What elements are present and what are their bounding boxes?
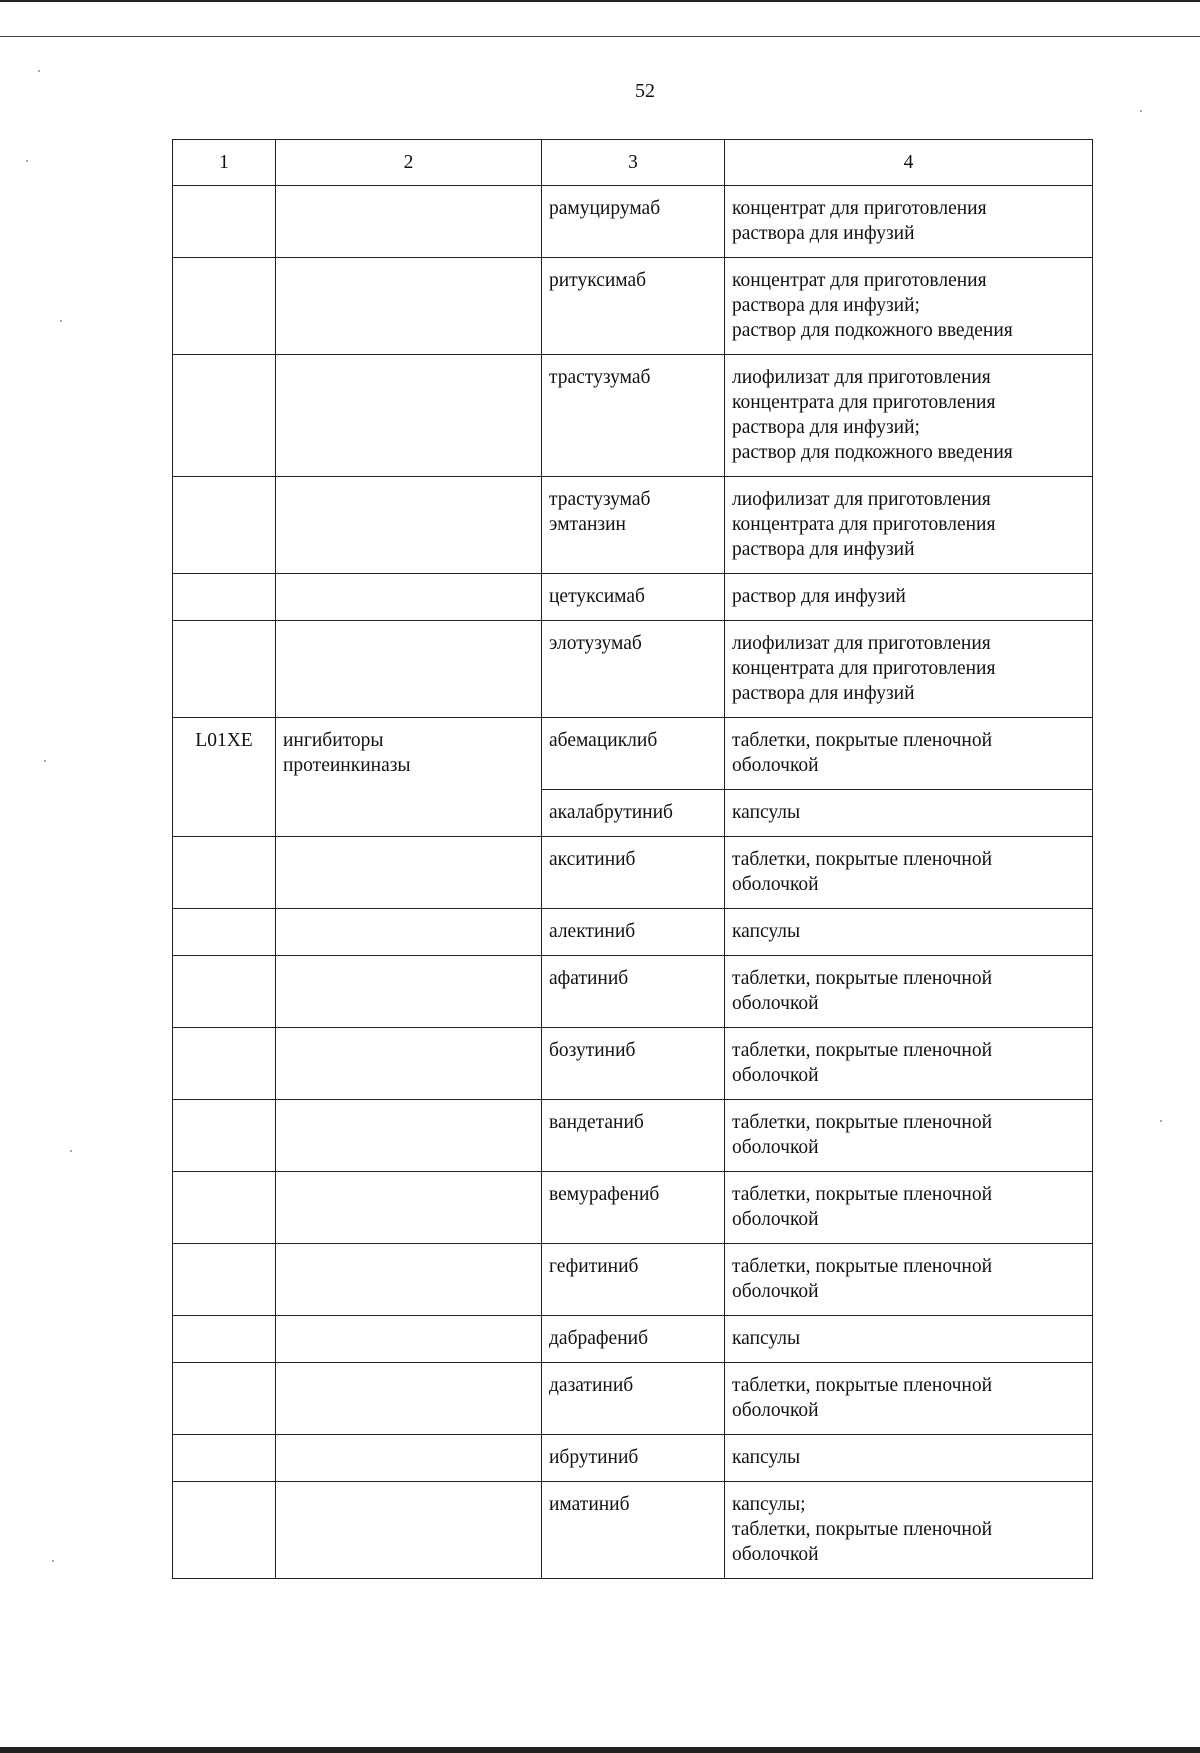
form-line: оболочкой (732, 1137, 819, 1158)
header-col-4: 4 (725, 140, 1093, 186)
group-cell (276, 1363, 542, 1435)
scan-speck (26, 160, 28, 162)
drug-line: иматиниб (549, 1494, 630, 1515)
drug-name-cell (542, 186, 725, 258)
dosage-form-cell (725, 621, 1093, 718)
scan-speck (38, 70, 40, 72)
drug-line: ритуксимаб (549, 270, 647, 291)
drug-name-cell (542, 790, 725, 837)
table-row (173, 1435, 1093, 1482)
form-line: концентрат для приготовления (732, 270, 987, 291)
table-row (173, 909, 1093, 956)
form-line: оболочкой (732, 1544, 819, 1565)
form-line: раствор для подкожного введения (732, 442, 1013, 463)
scan-speck (70, 1150, 72, 1152)
atc-code-cell (173, 1316, 276, 1363)
drug-name-cell (542, 621, 725, 718)
drug-name-cell (542, 355, 725, 477)
scan-header-rule (0, 36, 1200, 37)
form-line: лиофилизат для приготовления (732, 489, 991, 510)
dosage-form-cell (725, 1100, 1093, 1172)
drug-name-cell (542, 909, 725, 956)
atc-code-cell (173, 186, 276, 258)
table-row (173, 574, 1093, 621)
drug-line: абемациклиб (549, 730, 658, 751)
group-cell (276, 574, 542, 621)
atc-code-cell (173, 1482, 276, 1579)
group-cell (276, 956, 542, 1028)
group-cell (276, 1028, 542, 1100)
form-line: концентрата для приготовления (732, 658, 996, 679)
drug-name-cell (542, 1028, 725, 1100)
dosage-form-cell (725, 1316, 1093, 1363)
table-row (173, 718, 1093, 790)
drug-line: рамуцирумаб (549, 198, 661, 219)
drug-name-cell (542, 1100, 725, 1172)
form-line: таблетки, покрытые пленочной (732, 1375, 993, 1396)
form-line: раствора для инфузий; (732, 295, 920, 316)
form-line: капсулы (732, 921, 801, 942)
group-cell (276, 1172, 542, 1244)
table-header-row (173, 140, 1093, 186)
dosage-form-cell (725, 1028, 1093, 1100)
drug-name-cell (542, 477, 725, 574)
atc-code-cell (173, 621, 276, 718)
group-line: ингибиторы (283, 730, 384, 751)
atc-code-cell (173, 1435, 276, 1482)
form-line: таблетки, покрытые пленочной (732, 849, 993, 870)
drug-line: акалабрутиниб (549, 802, 673, 823)
table-row (173, 956, 1093, 1028)
drug-line: вемурафениб (549, 1184, 660, 1205)
form-line: раствора для инфузий (732, 683, 915, 704)
form-line: оболочкой (732, 1400, 819, 1421)
drug-name-cell (542, 574, 725, 621)
form-line: раствора для инфузий (732, 223, 915, 244)
table-row (173, 477, 1093, 574)
group-cell (276, 718, 542, 837)
form-line: таблетки, покрытые пленочной (732, 730, 993, 751)
drug-line: цетуксимаб (549, 586, 645, 607)
drug-name-cell (542, 1363, 725, 1435)
drug-line: акситиниб (549, 849, 636, 870)
table-body (173, 186, 1093, 1579)
dosage-form-cell (725, 909, 1093, 956)
scan-speck (44, 760, 46, 762)
group-cell (276, 477, 542, 574)
scan-top-edge (0, 0, 1200, 2)
group-cell (276, 1435, 542, 1482)
table-row (173, 1316, 1093, 1363)
form-line: раствор для инфузий (732, 586, 906, 607)
form-line: оболочкой (732, 755, 819, 776)
drug-line: дазатиниб (549, 1375, 634, 1396)
table-row (173, 837, 1093, 909)
drug-table (172, 139, 1093, 1579)
table-row (173, 258, 1093, 355)
drug-line: трастузумаб (549, 367, 651, 388)
drug-name-cell (542, 258, 725, 355)
form-line: оболочкой (732, 1065, 819, 1086)
form-line: таблетки, покрытые пленочной (732, 1519, 993, 1540)
dosage-form-cell (725, 718, 1093, 790)
header-col-2: 2 (276, 140, 542, 186)
scan-speck (52, 1560, 54, 1562)
table-row (173, 1244, 1093, 1316)
group-cell (276, 1100, 542, 1172)
drug-line: гефитиниб (549, 1256, 639, 1277)
group-cell (276, 909, 542, 956)
drug-line: бозутиниб (549, 1040, 636, 1061)
atc-code-cell (173, 477, 276, 574)
table-row (173, 186, 1093, 258)
atc-code-cell (173, 574, 276, 621)
scan-speck (60, 320, 62, 322)
atc-code-cell (173, 837, 276, 909)
dosage-form-cell (725, 1435, 1093, 1482)
group-cell (276, 1482, 542, 1579)
drug-name-cell (542, 1172, 725, 1244)
form-line: капсулы (732, 1328, 801, 1349)
form-line: раствора для инфузий; (732, 417, 920, 438)
group-cell (276, 355, 542, 477)
group-cell (276, 186, 542, 258)
atc-code-cell (173, 355, 276, 477)
atc-code-cell (173, 1363, 276, 1435)
dosage-form-cell (725, 1172, 1093, 1244)
dosage-form-cell (725, 1482, 1093, 1579)
drug-name-cell (542, 956, 725, 1028)
form-line: оболочкой (732, 993, 819, 1014)
atc-code-cell (173, 1244, 276, 1316)
form-line: капсулы (732, 1447, 801, 1468)
header-col-1: 1 (173, 140, 276, 186)
form-line: таблетки, покрытые пленочной (732, 1112, 993, 1133)
drug-name-cell (542, 1482, 725, 1579)
dosage-form-cell (725, 1244, 1093, 1316)
form-line: раствор для подкожного введения (732, 320, 1013, 341)
drug-line: трастузумаб (549, 489, 651, 510)
group-cell (276, 621, 542, 718)
drug-name-cell (542, 1435, 725, 1482)
dosage-form-cell (725, 1363, 1093, 1435)
dosage-form-cell (725, 477, 1093, 574)
dosage-form-cell (725, 956, 1093, 1028)
atc-code-cell (173, 909, 276, 956)
form-line: лиофилизат для приготовления (732, 633, 991, 654)
atc-code-cell: L01XE (173, 718, 276, 837)
form-line: капсулы; (732, 1494, 806, 1515)
form-line: концентрата для приготовления (732, 392, 996, 413)
form-line: таблетки, покрытые пленочной (732, 1040, 993, 1061)
group-cell (276, 1316, 542, 1363)
form-line: раствора для инфузий (732, 539, 915, 560)
table-row (173, 1363, 1093, 1435)
header-col-3: 3 (542, 140, 725, 186)
drug-name-cell (542, 837, 725, 909)
table-row (173, 1482, 1093, 1579)
table-row (173, 1100, 1093, 1172)
table-row (173, 1028, 1093, 1100)
dosage-form-cell (725, 186, 1093, 258)
group-line: протеинкиназы (283, 755, 411, 776)
form-line: оболочкой (732, 874, 819, 895)
table-row (173, 355, 1093, 477)
atc-code-cell (173, 956, 276, 1028)
drug-line: элотузумаб (549, 633, 642, 654)
dosage-form-cell (725, 574, 1093, 621)
atc-code-cell (173, 1100, 276, 1172)
form-line: концентрат для приготовления (732, 198, 987, 219)
form-line: таблетки, покрытые пленочной (732, 968, 993, 989)
form-line: концентрата для приготовления (732, 514, 996, 535)
atc-code-cell (173, 1028, 276, 1100)
dosage-form-cell (725, 355, 1093, 477)
drug-line: алектиниб (549, 921, 636, 942)
form-line: оболочкой (732, 1281, 819, 1302)
form-line: лиофилизат для приготовления (732, 367, 991, 388)
drug-name-cell (542, 718, 725, 790)
dosage-form-cell (725, 790, 1093, 837)
scan-bottom-edge (0, 1747, 1200, 1753)
drug-line: афатиниб (549, 968, 629, 989)
table-row (173, 1172, 1093, 1244)
table-row (173, 621, 1093, 718)
form-line: таблетки, покрытые пленочной (732, 1184, 993, 1205)
drug-line: ибрутиниб (549, 1447, 639, 1468)
group-cell (276, 837, 542, 909)
form-line: таблетки, покрытые пленочной (732, 1256, 993, 1277)
page-number: 52 (635, 80, 655, 102)
drug-line: вандетаниб (549, 1112, 644, 1133)
dosage-form-cell (725, 837, 1093, 909)
drug-line: дабрафениб (549, 1328, 648, 1349)
scan-speck (1160, 1120, 1162, 1122)
drug-name-cell (542, 1244, 725, 1316)
form-line: капсулы (732, 802, 801, 823)
drug-line: эмтанзин (549, 514, 626, 535)
group-cell (276, 1244, 542, 1316)
form-line: оболочкой (732, 1209, 819, 1230)
atc-code-cell (173, 258, 276, 355)
atc-code-cell (173, 1172, 276, 1244)
drug-name-cell (542, 1316, 725, 1363)
dosage-form-cell (725, 258, 1093, 355)
group-cell (276, 258, 542, 355)
scan-speck (1140, 110, 1142, 112)
